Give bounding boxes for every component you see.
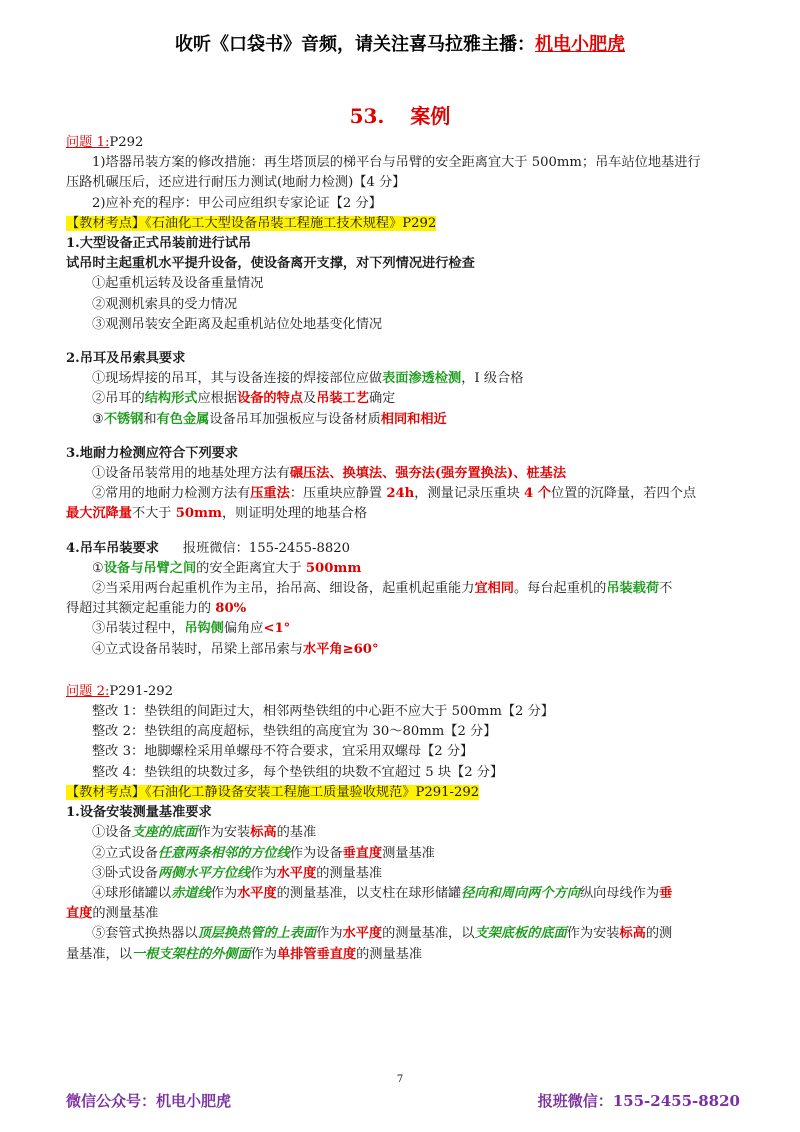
page-header: 收听《口袋书》音频，请关注喜马拉雅主播：机电小肥虎: [175, 34, 625, 55]
q1-s4-item-3: ③吊装过程中，吊钩侧偏角应<1°: [92, 621, 291, 637]
q1-section-1-subtitle: 试吊时主起重机水平提升设备，使设备离开支撑，对下列情况进行检查: [66, 256, 475, 272]
page-number: 7: [396, 1074, 404, 1085]
q2-item-3: ③卧式设备两侧水平方位线作为水平度的测量基准: [92, 865, 383, 881]
q1-s1-item-2: ②观测机索具的受力情况: [92, 296, 238, 312]
inline-wechat-contact: 报班微信：155-2455-8820: [182, 540, 351, 556]
q1-answer-1: 1)塔器吊装方案的修改措施：再生塔顶层的梯平台与吊臂的安全距离宜大于 500mm；吊车站位地基进行: [92, 155, 701, 171]
q1-section-1-title: 1.大型设备正式吊装前进行试吊: [66, 236, 252, 252]
q2-item-2: ②立式设备任意两条相邻的方位线作为设备垂直度测量基准: [92, 845, 435, 861]
q2-item-1: ①设备支座的底面作为安装标高的基准: [92, 825, 317, 841]
q1-key-point: 【教材考点】《石油化工大型设备吊装工程施工技术规程》P292: [66, 215, 437, 231]
q2-section-1-title: 1.设备安装测量基准要求: [66, 805, 212, 821]
q2-correction-4: 整改 4：垫铁组的块数过多，每个垫铁组的块数不宜超过 5 块【2 分】: [92, 764, 504, 780]
footer-right: 报班微信：155-2455-8820: [537, 1092, 740, 1110]
q2-item-4: ④球形储罐以赤道线作为水平度的测量基准，以支柱在球形储罐径向和周向两个方向纵向母线作为垂: [92, 885, 673, 901]
q1-s2-item-2: ②吊耳的结构形式应根据设备的特点及吊装工艺确定: [92, 391, 396, 407]
q2-correction-1: 整改 1：垫铁组的间距过大，相邻两垫铁组的中心距不应大于 500mm【2 分】: [92, 704, 554, 720]
q1-heading: 问题 1:P292: [66, 135, 144, 150]
q1-s4-item-2-cont: 得超过其额定起重能力的 80%: [66, 601, 247, 617]
q2-correction-2: 整改 2：垫铁组的高度超标，垫铁组的高度宜为 30～80mm【2 分】: [92, 724, 497, 740]
q2-item-5: ⑤套管式换热器以顶层换热管的上表面作为水平度的测量基准，以支架底板的底面作为安装标高的测: [92, 926, 673, 942]
q1-s2-item-3: ③不锈钢和有色金属设备吊耳加强板应与设备材质相同和相近: [92, 411, 447, 427]
q1-s2-item-1: ①现场焊接的吊耳，其与设备连接的焊接部位应做表面渗透检测，I 级合格: [92, 371, 524, 387]
q2-item-4-cont: 直度的测量基准: [66, 906, 159, 922]
page-title: 53. 案例: [349, 104, 451, 128]
q1-s4-item-1: ①设备与吊臂之间的安全距离宜大于 500mm: [92, 560, 362, 576]
q1-s3-item-2-cont: 最大沉降量不大于 50mm，则证明处理的地基合格: [66, 506, 368, 522]
footer-left: 微信公众号：机电小肥虎: [66, 1092, 232, 1110]
q1-s1-item-3: ③观测吊装安全距离及起重机站位处地基变化情况: [92, 316, 383, 332]
q1-s3-item-2: ②常用的地耐力检测方法有压重法：压重块应静置 24h，测量记录压重块 4 个位置的沉降量，若四个点: [92, 486, 697, 502]
q1-s4-item-2: ②当采用两台起重机作为主吊，抬吊高、细设备，起重机起重能力宜相同。每台起重机的吊装载荷不: [92, 581, 673, 597]
q2-heading: 问题 2:P291-292: [66, 683, 174, 699]
q1-s1-item-1: ①起重机运转及设备重量情况: [92, 276, 264, 292]
q2-item-5-cont: 量基准，以一根支架柱的外侧面作为单排管垂直度的测量基准: [66, 946, 423, 962]
q1-section-2-title: 2.吊耳及吊索具要求: [66, 351, 186, 367]
q1-s4-item-4: ④立式设备吊装时，吊梁上部吊索与水平角≥60°: [92, 641, 379, 657]
q1-section-4-title: 4.吊车吊装要求 报班微信：155-2455-8820: [66, 540, 351, 556]
document-body: [66, 133, 756, 965]
q1-answer-2: 2)应补充的程序：甲公司应组织专家论证【2 分】: [92, 195, 382, 211]
q1-section-3-title: 3.地耐力检测应符合下列要求: [66, 445, 239, 461]
author-name: 机电小肥虎: [535, 34, 625, 55]
q2-correction-3: 整改 3：地脚螺栓采用单螺母不符合要求，宜采用双螺母【2 分】: [92, 744, 474, 760]
q1-answer-1-cont: 压路机碾压后，还应进行耐压力测试(地耐力检测)【4 分】: [66, 175, 406, 191]
q2-key-point: 【教材考点】《石油化工静设备安装工程施工质量验收规范》P291-292: [66, 784, 480, 800]
q1-s3-item-1: ①设备吊装常用的地基处理方法有碾压法、换填法、强夯法(强夯置换法)、桩基法: [92, 466, 567, 482]
